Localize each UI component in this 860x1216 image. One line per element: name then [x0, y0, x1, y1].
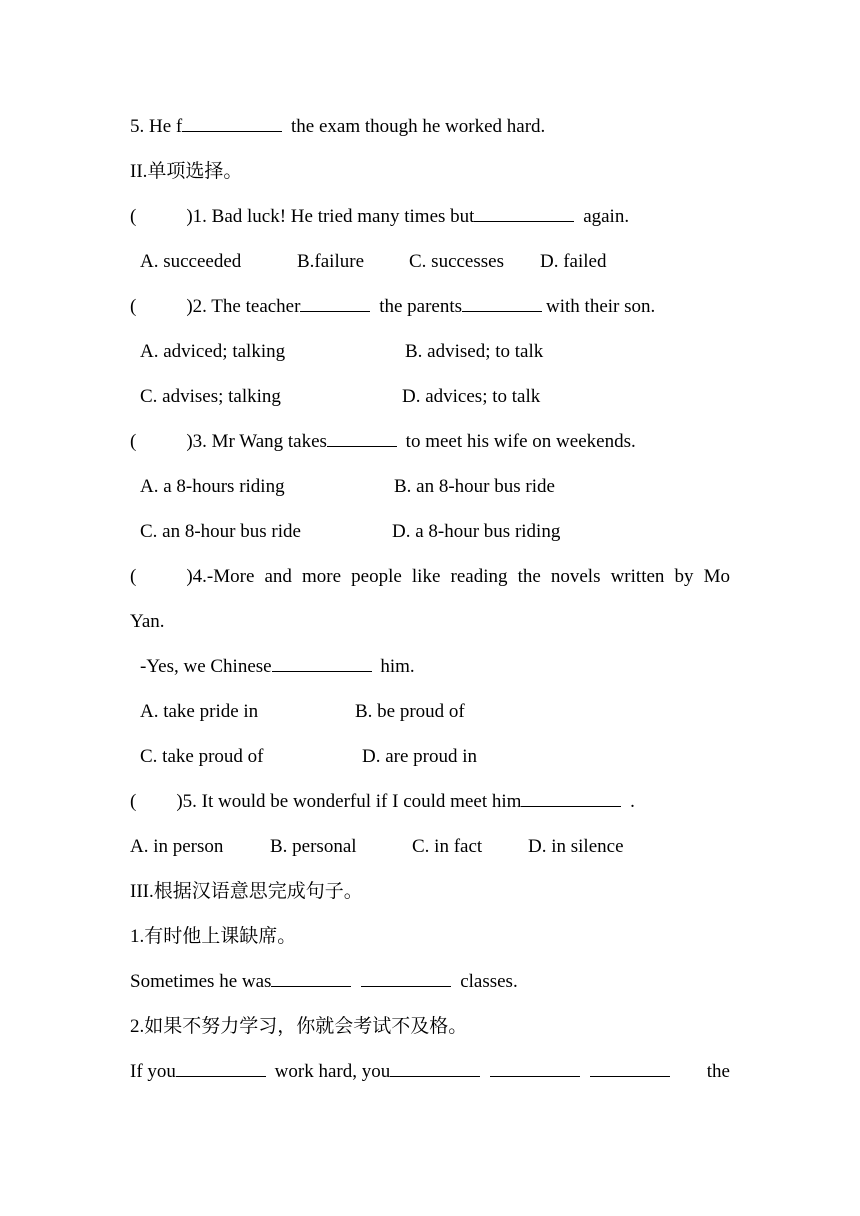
options-row	[140, 698, 740, 726]
option-a: A. in person	[130, 836, 224, 857]
fill-question-5	[130, 113, 730, 141]
answer-blank[interactable]	[176, 1058, 266, 1077]
section-title: II.单项选择。	[130, 161, 243, 182]
choice-question-5	[130, 788, 730, 816]
paren-open: (	[130, 206, 137, 227]
option-d: D. a 8-hour bus riding	[392, 521, 561, 542]
question-text: 1.有时他上课缺席。	[130, 926, 297, 947]
paren-open: (	[130, 566, 137, 587]
option-c: C. in fact	[412, 836, 483, 857]
question-text: the exam though he worked hard.	[286, 116, 546, 137]
choice-question-1	[130, 203, 730, 231]
question-text: )2. The teacher	[186, 296, 301, 317]
paren-open: (	[130, 431, 137, 452]
choice-question-4-continued	[130, 608, 730, 636]
question-text: again.	[578, 206, 630, 227]
section-heading-translate	[130, 878, 730, 906]
question-text: )5. It would be wonderful if I could meet him	[176, 791, 522, 812]
answer-blank[interactable]	[474, 203, 574, 222]
question-text: )1. Bad luck! He tried many times but	[186, 206, 475, 227]
option-d: D. in silence	[528, 836, 624, 857]
option-b: B. be proud of	[355, 701, 465, 722]
answer-blank[interactable]	[272, 653, 372, 672]
answer-blank[interactable]	[327, 428, 397, 447]
option-c: C. an 8-hour bus ride	[140, 521, 301, 542]
options-row	[140, 518, 740, 546]
option-a: A. take pride in	[140, 701, 259, 722]
option-b: B. an 8-hour bus ride	[394, 476, 555, 497]
answer-blank[interactable]	[590, 1058, 670, 1077]
answer-blank[interactable]	[361, 968, 451, 987]
question-text: to meet his wife on weekends.	[400, 431, 636, 452]
option-d: D. advices; to talk	[402, 386, 541, 407]
option-a: A. succeeded	[140, 251, 242, 272]
choice-question-4	[130, 563, 730, 591]
options-row	[140, 338, 740, 366]
question-text: )4.-More and more people like reading the novels written by Mo	[186, 566, 730, 587]
question-text: If you	[130, 1061, 176, 1082]
question-text: Sometimes he was	[130, 971, 272, 992]
options-row	[140, 743, 740, 771]
translate-question-1-chinese	[130, 923, 730, 951]
question-text: 5. He f	[130, 116, 183, 137]
question-text: Yan.	[130, 611, 165, 632]
option-d: D. are proud in	[362, 746, 478, 767]
question-text: work hard, you	[269, 1061, 391, 1082]
option-c: C. successes	[409, 251, 504, 272]
answer-blank[interactable]	[462, 293, 542, 312]
paren-open: (	[130, 791, 137, 812]
option-b: B.failure	[297, 251, 365, 272]
question-text: .	[625, 791, 635, 812]
question-text: him.	[375, 656, 415, 677]
translate-question-2-english	[130, 1058, 730, 1086]
options-row	[140, 383, 740, 411]
paren-open: (	[130, 296, 137, 317]
choice-question-3	[130, 428, 730, 456]
choice-question-2	[130, 293, 730, 321]
options-row	[140, 248, 740, 276]
option-c: C. take proud of	[140, 746, 264, 767]
option-c: C. advises; talking	[140, 386, 281, 407]
answer-blank[interactable]	[300, 293, 370, 312]
section-title: III.根据汉语意思完成句子。	[130, 881, 363, 902]
option-a: A. a 8-hours riding	[140, 476, 285, 497]
translate-question-2-chinese	[130, 1013, 730, 1041]
answer-blank[interactable]	[390, 1058, 480, 1077]
question-text: classes.	[455, 971, 518, 992]
question-text: with their son.	[546, 296, 656, 317]
option-b: B. personal	[270, 836, 357, 857]
options-row	[130, 833, 730, 861]
option-a: A. adviced; talking	[140, 341, 286, 362]
answer-blank[interactable]	[521, 788, 621, 807]
options-row	[140, 473, 740, 501]
dialog-reply	[140, 653, 740, 681]
option-b: B. advised; to talk	[405, 341, 544, 362]
translate-question-1-english	[130, 968, 730, 996]
answer-blank[interactable]	[182, 113, 282, 132]
answer-blank[interactable]	[271, 968, 351, 987]
question-text: the	[706, 1061, 730, 1082]
answer-blank[interactable]	[490, 1058, 580, 1077]
question-text: )3. Mr Wang takes	[186, 431, 327, 452]
question-text: 2.如果不努力学习，你就会考试不及格。	[130, 1016, 468, 1037]
section-heading-choice	[130, 158, 730, 186]
question-text: -Yes, we Chinese	[140, 656, 272, 677]
question-text: the parents	[374, 296, 463, 317]
option-d: D. failed	[540, 251, 607, 272]
